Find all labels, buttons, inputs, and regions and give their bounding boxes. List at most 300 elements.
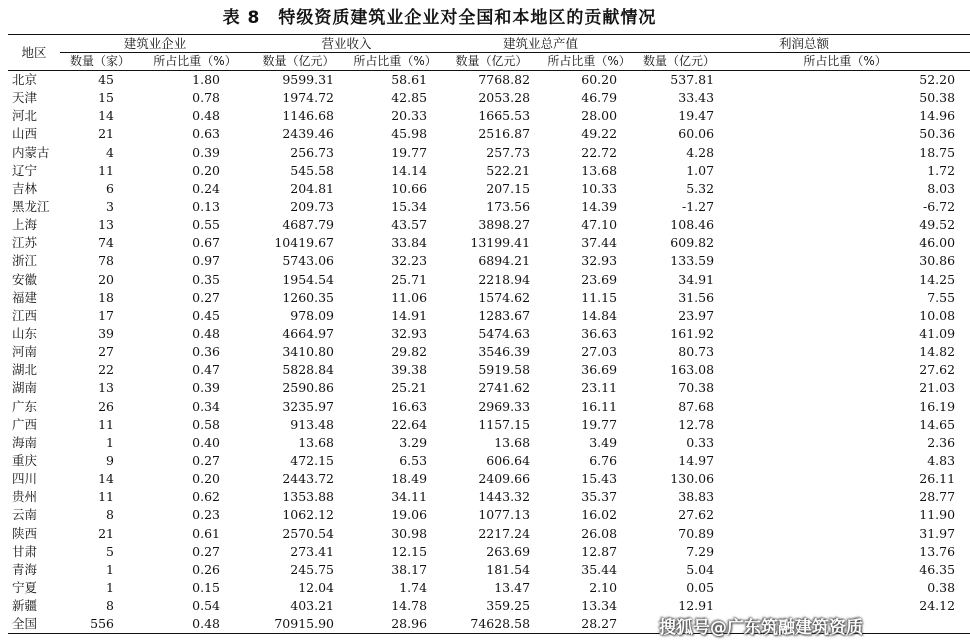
value-cell: 13199.41 bbox=[470, 235, 531, 251]
region-cell: 河北 bbox=[12, 108, 38, 124]
value-cell: 17 bbox=[98, 307, 114, 323]
value-cell: 13.34 bbox=[581, 598, 618, 614]
value-cell: 87.68 bbox=[678, 398, 715, 414]
value-cell: 0.13 bbox=[192, 199, 221, 215]
value-cell: 2053.28 bbox=[478, 90, 531, 106]
value-cell: 1157.15 bbox=[478, 416, 531, 432]
value-cell: 14.96 bbox=[919, 108, 956, 124]
table-row bbox=[8, 506, 970, 524]
value-cell: 42.85 bbox=[391, 90, 428, 106]
value-cell: 1443.32 bbox=[478, 489, 531, 505]
value-cell: 11 bbox=[98, 489, 114, 505]
value-cell: 32.93 bbox=[581, 253, 618, 269]
value-cell: 1574.62 bbox=[478, 289, 531, 305]
value-cell: 5919.58 bbox=[478, 362, 531, 378]
value-cell: 11 bbox=[98, 162, 114, 178]
value-cell: 30.86 bbox=[919, 253, 956, 269]
table-row bbox=[8, 162, 970, 180]
value-cell: 11.15 bbox=[581, 289, 618, 305]
value-cell: 5474.63 bbox=[478, 326, 531, 342]
value-cell: 10419.67 bbox=[274, 235, 335, 251]
value-cell: 45.98 bbox=[391, 126, 428, 142]
value-cell: 0.05 bbox=[686, 580, 715, 595]
value-cell: 1146.68 bbox=[282, 108, 335, 124]
value-cell: 19.77 bbox=[581, 416, 618, 432]
value-cell: 26 bbox=[98, 398, 114, 414]
value-cell: 25.71 bbox=[391, 271, 428, 287]
value-cell: -6.72 bbox=[923, 199, 956, 215]
table-row bbox=[8, 488, 970, 506]
value-cell: 23.69 bbox=[581, 271, 618, 287]
value-cell: 0.54 bbox=[192, 598, 221, 614]
value-cell: 14.14 bbox=[391, 162, 428, 178]
region-cell: 吉林 bbox=[12, 180, 38, 196]
value-cell: 0.63 bbox=[192, 126, 221, 142]
group-header-revenue: 营业收入 bbox=[250, 35, 443, 53]
value-cell: 0.38 bbox=[927, 580, 956, 595]
value-cell: 0.61 bbox=[192, 525, 221, 541]
value-cell: 34.11 bbox=[391, 489, 428, 505]
value-cell: 161.92 bbox=[670, 326, 715, 342]
value-cell: 11.90 bbox=[919, 507, 956, 523]
value-cell: 6.76 bbox=[589, 453, 618, 469]
region-cell: 重庆 bbox=[12, 453, 38, 469]
value-cell: 31.97 bbox=[919, 525, 956, 541]
value-cell: 60.20 bbox=[581, 72, 618, 88]
value-cell: 32.23 bbox=[391, 253, 428, 269]
region-cell: 全国 bbox=[8, 615, 60, 634]
value-cell: 11 bbox=[98, 416, 114, 432]
value-cell: 0.48 bbox=[140, 615, 250, 634]
value-cell: 12.78 bbox=[678, 416, 715, 432]
value-cell: 0.33 bbox=[686, 434, 715, 450]
value-cell: 173.56 bbox=[486, 199, 531, 215]
value-cell: 1260.35 bbox=[282, 289, 335, 305]
value-cell: 4.28 bbox=[686, 144, 715, 160]
value-cell: 1077.13 bbox=[478, 507, 531, 523]
region-cell: 福建 bbox=[12, 289, 38, 305]
table-row bbox=[8, 307, 970, 325]
value-cell: 13.47 bbox=[494, 580, 531, 595]
table-row bbox=[8, 125, 970, 143]
value-cell: 21 bbox=[98, 525, 114, 541]
value-cell: 3.49 bbox=[589, 434, 618, 450]
table-row bbox=[8, 543, 970, 561]
table-row bbox=[8, 107, 970, 125]
value-cell: 46.79 bbox=[581, 90, 618, 106]
sub-header: 数量（家） bbox=[60, 53, 140, 71]
value-cell: 31.56 bbox=[678, 289, 715, 305]
region-cell: 甘肃 bbox=[12, 543, 38, 559]
table-row bbox=[8, 470, 970, 488]
value-cell: 11.06 bbox=[391, 289, 428, 305]
value-cell: 6894.21 bbox=[478, 253, 531, 269]
region-cell: 天津 bbox=[12, 90, 38, 106]
value-cell: 60.06 bbox=[678, 126, 715, 142]
value-cell: 14.91 bbox=[391, 307, 428, 323]
value-cell: 0.36 bbox=[192, 344, 221, 360]
table-row bbox=[8, 144, 970, 162]
region-header: 地区 bbox=[8, 35, 60, 71]
value-cell: 27.62 bbox=[919, 362, 956, 378]
value-cell: 0.40 bbox=[192, 434, 221, 450]
value-cell: 15.34 bbox=[391, 199, 428, 215]
value-cell: 0.78 bbox=[192, 90, 221, 106]
value-cell: 15.43 bbox=[581, 471, 618, 487]
sub-header: 所占比重（%） bbox=[540, 53, 638, 71]
value-cell: 28.00 bbox=[581, 108, 618, 124]
value-cell: 15 bbox=[98, 90, 114, 106]
value-cell: 0.62 bbox=[192, 489, 221, 505]
value-cell: 913.48 bbox=[290, 416, 335, 432]
value-cell: 0.67 bbox=[192, 235, 221, 251]
value-cell: 16.63 bbox=[391, 398, 428, 414]
value-cell: 8.03 bbox=[927, 180, 956, 196]
value-cell: 4 bbox=[106, 144, 114, 160]
value-cell: 18 bbox=[98, 289, 114, 305]
value-cell: 1 bbox=[106, 561, 114, 577]
value-cell: 1 bbox=[106, 580, 114, 595]
value-cell: 24.12 bbox=[919, 598, 956, 614]
value-cell: 4687.79 bbox=[282, 217, 335, 233]
value-cell: 6.53 bbox=[399, 453, 428, 469]
value-cell: 39.38 bbox=[391, 362, 428, 378]
region-cell: 青海 bbox=[12, 561, 38, 577]
value-cell: 14.78 bbox=[391, 598, 428, 614]
value-cell: 606.64 bbox=[486, 453, 531, 469]
value-cell: 33.43 bbox=[678, 90, 715, 106]
sub-header: 数量（亿元） bbox=[250, 53, 347, 71]
region-cell: 宁夏 bbox=[12, 580, 38, 595]
table-row bbox=[8, 579, 970, 597]
value-cell: 2.10 bbox=[589, 580, 618, 595]
value-cell: 0.45 bbox=[192, 307, 221, 323]
value-cell: 1665.53 bbox=[478, 108, 531, 124]
value-cell: 50.38 bbox=[919, 90, 956, 106]
region-cell: 云南 bbox=[12, 507, 38, 523]
value-cell: 20.33 bbox=[391, 108, 428, 124]
value-cell: 181.54 bbox=[486, 561, 531, 577]
value-cell: 3.29 bbox=[399, 434, 428, 450]
value-cell: 28.77 bbox=[919, 489, 956, 505]
value-cell: 21.03 bbox=[919, 380, 956, 396]
value-cell: 10.08 bbox=[919, 307, 956, 323]
value-cell: 28.27 bbox=[540, 615, 638, 634]
value-cell: 26.11 bbox=[919, 471, 956, 487]
value-cell: 359.25 bbox=[486, 598, 531, 614]
value-cell: 16.19 bbox=[919, 398, 956, 414]
value-cell: 0.24 bbox=[192, 180, 221, 196]
value-cell: 16.11 bbox=[581, 398, 618, 414]
value-cell: 7768.82 bbox=[478, 72, 531, 88]
value-cell: 13.76 bbox=[919, 543, 956, 559]
value-cell: 13.68 bbox=[581, 162, 618, 178]
value-cell: 13 bbox=[98, 380, 114, 396]
sub-header: 所占比重（%） bbox=[720, 53, 970, 71]
value-cell: 1 bbox=[106, 434, 114, 450]
value-cell: 1.80 bbox=[192, 72, 221, 88]
region-cell: 江西 bbox=[12, 307, 38, 323]
value-cell: 0.39 bbox=[192, 380, 221, 396]
region-cell: 北京 bbox=[12, 72, 38, 88]
value-cell: 27.03 bbox=[581, 344, 618, 360]
value-cell: 36.69 bbox=[581, 362, 618, 378]
value-cell: 74 bbox=[98, 235, 114, 251]
value-cell: 0.48 bbox=[192, 326, 221, 342]
value-cell: 39 bbox=[98, 326, 114, 342]
value-cell: 46.35 bbox=[919, 561, 956, 577]
value-cell: 0.39 bbox=[192, 144, 221, 160]
value-cell: 35.37 bbox=[581, 489, 618, 505]
value-cell: 2516.87 bbox=[478, 126, 531, 142]
region-cell: 山西 bbox=[12, 126, 38, 142]
value-cell: 26.08 bbox=[581, 525, 618, 541]
table-row bbox=[8, 180, 970, 198]
value-cell: 49.22 bbox=[581, 126, 618, 142]
group-header-output-value: 建筑业总产值 bbox=[443, 35, 638, 53]
group-header-profit: 利润总额 bbox=[638, 35, 970, 53]
table-row bbox=[8, 525, 970, 543]
value-cell: 28.96 bbox=[347, 615, 443, 634]
region-cell: 浙江 bbox=[12, 253, 38, 269]
value-cell: 2443.72 bbox=[282, 471, 335, 487]
region-cell: 安徽 bbox=[12, 271, 38, 287]
region-cell: 贵州 bbox=[12, 489, 38, 505]
value-cell: 257.73 bbox=[486, 144, 531, 160]
table-row bbox=[8, 434, 970, 452]
region-cell: 河南 bbox=[12, 344, 38, 360]
value-cell: 0.55 bbox=[192, 217, 221, 233]
value-cell: 978.09 bbox=[290, 307, 335, 323]
value-cell: 27 bbox=[98, 344, 114, 360]
value-cell: 43.57 bbox=[391, 217, 428, 233]
value-cell: 207.15 bbox=[486, 180, 531, 196]
value-cell: 522.21 bbox=[486, 162, 531, 178]
table-row bbox=[8, 71, 970, 90]
value-cell: 80.73 bbox=[678, 344, 715, 360]
value-cell: 133.59 bbox=[670, 253, 715, 269]
value-cell: 0.48 bbox=[192, 108, 221, 124]
value-cell: 0.27 bbox=[192, 543, 221, 559]
value-cell: 14.97 bbox=[678, 453, 715, 469]
value-cell: 12.04 bbox=[298, 580, 335, 595]
region-cell: 四川 bbox=[12, 471, 38, 487]
region-cell: 广东 bbox=[12, 398, 38, 414]
value-cell: 21 bbox=[98, 126, 114, 142]
value-cell: 47.10 bbox=[581, 217, 618, 233]
table-row bbox=[8, 361, 970, 379]
value-cell: 0.20 bbox=[192, 162, 221, 178]
value-cell: 1974.72 bbox=[282, 90, 335, 106]
value-cell: 3410.80 bbox=[282, 344, 335, 360]
value-cell: 609.82 bbox=[670, 235, 715, 251]
value-cell: 13 bbox=[98, 217, 114, 233]
value-cell: 0.15 bbox=[192, 580, 221, 595]
value-cell: 38.83 bbox=[678, 489, 715, 505]
value-cell: 403.21 bbox=[290, 598, 335, 614]
value-cell: 0.58 bbox=[192, 416, 221, 432]
value-cell: 4664.97 bbox=[282, 326, 335, 342]
value-cell: 34.91 bbox=[678, 271, 715, 287]
value-cell: 33.84 bbox=[391, 235, 428, 251]
value-cell: 27.62 bbox=[678, 507, 715, 523]
value-cell: -1.27 bbox=[681, 199, 715, 215]
value-cell: 8 bbox=[106, 598, 114, 614]
value-cell: 1954.54 bbox=[282, 271, 335, 287]
value-cell: 3235.97 bbox=[282, 398, 335, 414]
value-cell: 14.25 bbox=[919, 271, 956, 287]
table-row bbox=[8, 234, 970, 252]
value-cell: 3546.39 bbox=[478, 344, 531, 360]
value-cell: 18.75 bbox=[919, 144, 956, 160]
value-cell: 32.93 bbox=[391, 326, 428, 342]
value-cell: 2969.33 bbox=[478, 398, 531, 414]
value-cell: 41.09 bbox=[919, 326, 956, 342]
sub-header: 数量（亿元） bbox=[443, 53, 540, 71]
value-cell: 1.74 bbox=[399, 580, 428, 595]
value-cell: 3898.27 bbox=[478, 217, 531, 233]
value-cell: 0.47 bbox=[192, 362, 221, 378]
region-cell: 辽宁 bbox=[12, 162, 38, 178]
value-cell: 1283.67 bbox=[478, 307, 531, 323]
value-cell: 14 bbox=[98, 471, 114, 487]
table-row bbox=[8, 398, 970, 416]
value-cell: 18.49 bbox=[391, 471, 428, 487]
value-cell: 16.02 bbox=[581, 507, 618, 523]
sub-header: 所占比重（%） bbox=[347, 53, 443, 71]
value-cell: 74628.58 bbox=[443, 615, 540, 634]
table-row bbox=[8, 452, 970, 470]
value-cell: 545.58 bbox=[290, 162, 335, 178]
value-cell: 23.97 bbox=[678, 307, 715, 323]
value-cell: 1.72 bbox=[927, 162, 956, 178]
region-cell: 江苏 bbox=[12, 235, 38, 251]
value-cell: 12.87 bbox=[581, 543, 618, 559]
value-cell: 3 bbox=[106, 199, 114, 215]
value-cell: 8 bbox=[106, 507, 114, 523]
value-cell: 1353.88 bbox=[282, 489, 335, 505]
value-cell: 50.36 bbox=[919, 126, 956, 142]
region-cell: 山东 bbox=[12, 326, 38, 342]
region-cell: 陕西 bbox=[12, 525, 38, 541]
value-cell: 45 bbox=[98, 72, 114, 88]
value-cell: 14.65 bbox=[919, 416, 956, 432]
value-cell: 0.27 bbox=[192, 289, 221, 305]
value-cell: 472.15 bbox=[290, 453, 335, 469]
value-cell: 0.27 bbox=[192, 453, 221, 469]
value-cell: 2439.46 bbox=[282, 126, 335, 142]
table-row bbox=[8, 379, 970, 397]
value-cell: 5743.06 bbox=[282, 253, 335, 269]
value-cell: 29.82 bbox=[391, 344, 428, 360]
value-cell: 30.98 bbox=[391, 525, 428, 541]
value-cell: 6 bbox=[106, 180, 114, 196]
region-cell: 上海 bbox=[12, 217, 38, 233]
value-cell: 7.29 bbox=[686, 543, 715, 559]
value-cell: 37.44 bbox=[581, 235, 618, 251]
value-cell: 46.00 bbox=[919, 235, 956, 251]
value-cell: 7.55 bbox=[927, 289, 956, 305]
table-row bbox=[8, 561, 970, 579]
value-cell: 2217.24 bbox=[478, 525, 531, 541]
value-cell: 36.63 bbox=[581, 326, 618, 342]
value-cell: 9599.31 bbox=[282, 72, 335, 88]
value-cell: 204.81 bbox=[290, 180, 335, 196]
value-cell: 537.81 bbox=[670, 72, 715, 88]
value-cell: 13.68 bbox=[298, 434, 335, 450]
value-cell: 19.77 bbox=[391, 144, 428, 160]
value-cell: 10.66 bbox=[391, 180, 428, 196]
value-cell: 0.34 bbox=[192, 398, 221, 414]
value-cell: 78 bbox=[98, 253, 114, 269]
value-cell: 58.61 bbox=[391, 72, 428, 88]
value-cell: 2.36 bbox=[927, 434, 956, 450]
value-cell: 163.08 bbox=[670, 362, 715, 378]
value-cell: 14 bbox=[98, 108, 114, 124]
value-cell: 108.46 bbox=[670, 217, 715, 233]
value-cell: 263.69 bbox=[486, 543, 531, 559]
sub-header: 所占比重（%） bbox=[140, 53, 250, 71]
value-cell: 35.44 bbox=[581, 561, 618, 577]
value-cell: 245.75 bbox=[290, 561, 335, 577]
table-row bbox=[8, 416, 970, 434]
value-cell: 2409.66 bbox=[478, 471, 531, 487]
value-cell: 273.41 bbox=[290, 543, 335, 559]
value-cell: 0.23 bbox=[192, 507, 221, 523]
value-cell: 5.32 bbox=[686, 180, 715, 196]
value-cell: 5828.84 bbox=[282, 362, 335, 378]
value-cell: 2570.54 bbox=[282, 525, 335, 541]
sub-header: 数量（亿元） bbox=[638, 53, 720, 71]
value-cell: 70.38 bbox=[678, 380, 715, 396]
value-cell: 22.64 bbox=[391, 416, 428, 432]
value-cell: 23.11 bbox=[581, 380, 618, 396]
value-cell: 19.06 bbox=[391, 507, 428, 523]
value-cell: 209.73 bbox=[290, 199, 335, 215]
contribution-table bbox=[8, 34, 970, 634]
value-cell: 19.47 bbox=[678, 108, 715, 124]
value-cell: 25.21 bbox=[391, 380, 428, 396]
value-cell: 14.39 bbox=[581, 199, 618, 215]
region-cell: 黑龙江 bbox=[12, 199, 50, 215]
value-cell: 2218.94 bbox=[478, 271, 531, 287]
value-cell: 52.20 bbox=[919, 72, 956, 88]
group-header-enterprises: 建筑业企业 bbox=[60, 35, 250, 53]
value-cell: 49.52 bbox=[919, 217, 956, 233]
region-cell: 海南 bbox=[12, 434, 38, 450]
value-cell: 1062.12 bbox=[282, 507, 335, 523]
value-cell: 70.89 bbox=[678, 525, 715, 541]
value-cell: 20 bbox=[98, 271, 114, 287]
table-row bbox=[8, 216, 970, 234]
value-cell: 0.35 bbox=[192, 271, 221, 287]
value-cell: 14.82 bbox=[919, 344, 956, 360]
value-cell: 0.97 bbox=[192, 253, 221, 269]
value-cell: 22 bbox=[98, 362, 114, 378]
value-cell: 0.26 bbox=[192, 561, 221, 577]
region-cell: 湖北 bbox=[12, 362, 38, 378]
value-cell: 2590.86 bbox=[282, 380, 335, 396]
value-cell: 4.83 bbox=[927, 453, 956, 469]
value-cell: 12.91 bbox=[678, 598, 715, 614]
table-title: 表 8 特级资质建筑业企业对全国和本地区的贡献情况 bbox=[222, 8, 657, 28]
table-row bbox=[8, 343, 970, 361]
table-row bbox=[8, 198, 970, 216]
table-row bbox=[8, 89, 970, 107]
value-cell: 130.06 bbox=[670, 471, 715, 487]
value-cell: 556 bbox=[60, 615, 140, 634]
value-cell: 256.73 bbox=[290, 144, 335, 160]
